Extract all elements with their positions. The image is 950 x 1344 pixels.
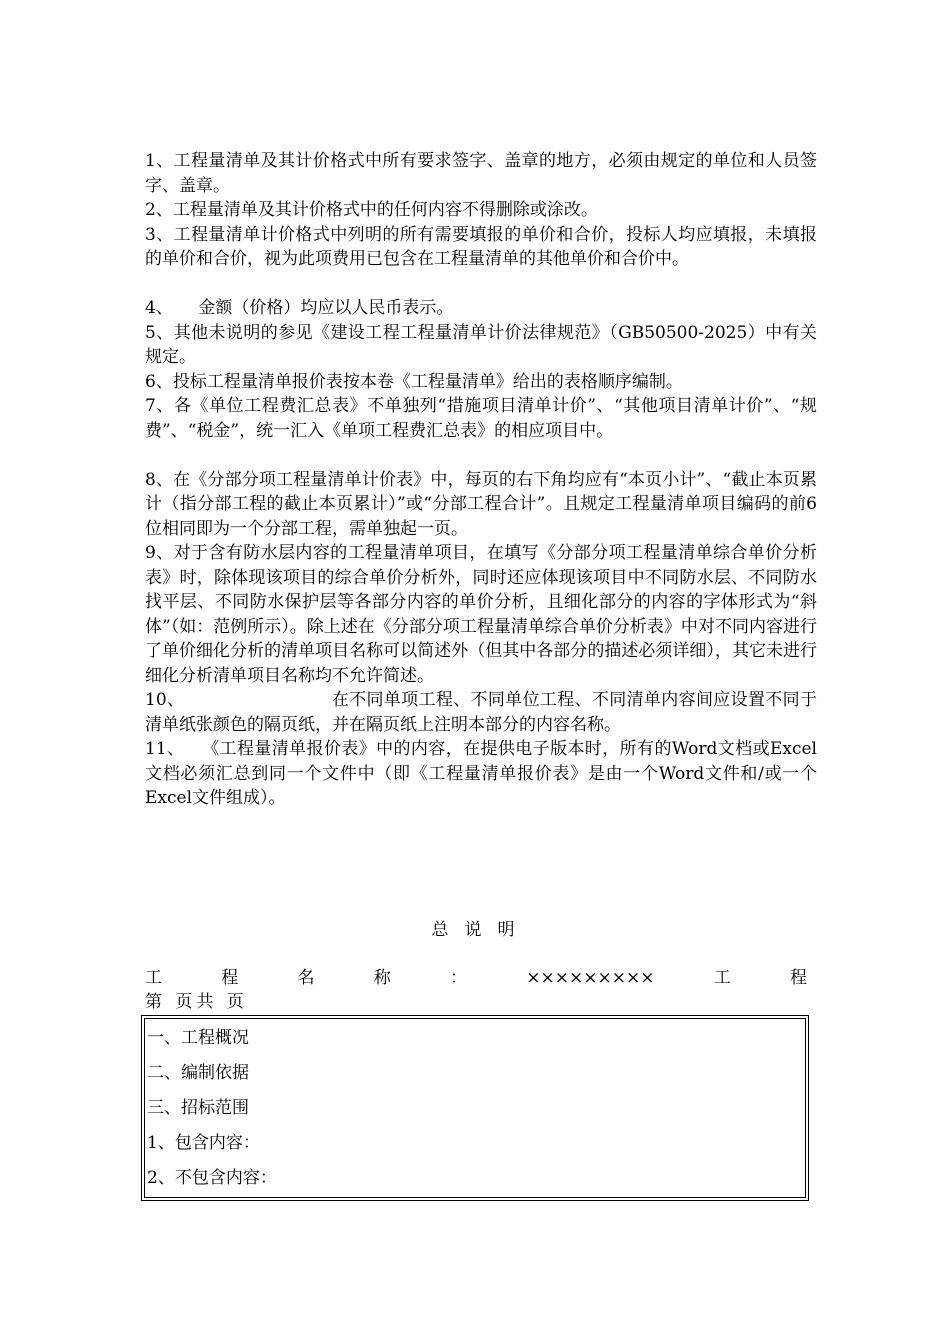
project-name-char: 工 (145, 968, 162, 988)
project-name-char: 程 (789, 968, 807, 988)
project-name-row (145, 966, 807, 990)
note-item: 6、投标工程量清单报价表按本卷《工程量清单》给出的表格顺序编制。 (145, 371, 683, 392)
note-item: 7、各《单位工程费汇总表》不单独列“措施项目清单计价”、“其他项目清单计价”、“规费”、“税金”，统一汇入《单项工程费汇总表》的相应项目中。 (145, 396, 817, 441)
summary-item: 二、编制依据 (147, 1063, 249, 1083)
summary-table-cell (144, 1018, 806, 1198)
note-item: 5、其他未说明的参见《建设工程工程量清单计价法律规范》（GB50500-2025）中有关规定。 (145, 322, 817, 367)
project-name-char: 名 (297, 968, 315, 988)
summary-title: 总说明 (431, 920, 531, 940)
summary-item: 三、招标范围 (147, 1098, 249, 1118)
summary-item: 1、包含内容： (147, 1133, 260, 1153)
note-item: 1、工程量清单及其计价格式中所有要求签字、盖章的地方，必须由规定的单位和人员签字、盖章。 (145, 151, 817, 196)
note-item: 4、 金额（价格）均应以人民币表示。 (145, 298, 454, 318)
note-item: 2、工程量清单及其计价格式中的任何内容不得删除或涂改。 (145, 200, 598, 220)
project-name-char: ： (450, 968, 467, 988)
summary-table (141, 1015, 809, 1201)
note-item: 3、工程量清单计价格式中列明的所有需要填报的单价和合价，投标人均应填报，未填报的单价和合价，视为此项费用已包含在工程量清单的其他单价和合价中。 (145, 224, 817, 269)
project-name-char: 工 (713, 968, 731, 988)
summary-item: 2、不包含内容： (147, 1168, 277, 1188)
page-count-row: 第 页共 页 (145, 992, 248, 1012)
summary-item: 一、工程概况 (147, 1028, 249, 1048)
note-item: 8、在《分部分项工程量清单计价表》中，每页的右下角均应有“本页小计”、“截止本页累计（指分部工程的截止本页累计）”或“分部工程合计”。且规定工程量清单项目编码的前6位相同即为一个分部工程，需单独起一页。 (145, 469, 817, 539)
note-item: 10、 在不同单项工程、不同单位工程、不同清单内容间应设置不同于清单纸张颜色的隔页纸，并在隔页纸上注明本部分的内容名称。 (145, 690, 817, 735)
project-name-char: 称 (373, 968, 391, 988)
project-name-value: ××××××××× (526, 968, 655, 988)
notes-list (145, 149, 817, 811)
note-item: 9、对于含有防水层内容的工程量清单项目，在填写《分部分项工程量清单综合单价分析表》时，除体现该项目的综合单价分析外，同时还应体现该项目中不同防水层、不同防水找平层、不同防水保护层等各部分内容的单价分析，且细化部分的内容的字体形式为“斜体”（如：范例所示）。除上述在《分部分项工程量清单综合单价分析表》中对不同内容进行了单价细化分析的清单项目名称可以简述外（但其中各部分的描述必须详细），其它未进行细化分析清单项目名称均不允许简述。 (145, 543, 817, 686)
note-item: 11、 《工程量清单报价表》中的内容，在提供电子版本时，所有的Word文档或Excel文档必须汇总到同一个文件中（即《工程量清单报价表》是由一个Word文件和/或一个Excel文件组成）。 (145, 739, 817, 808)
project-name-char: 程 (221, 968, 239, 988)
